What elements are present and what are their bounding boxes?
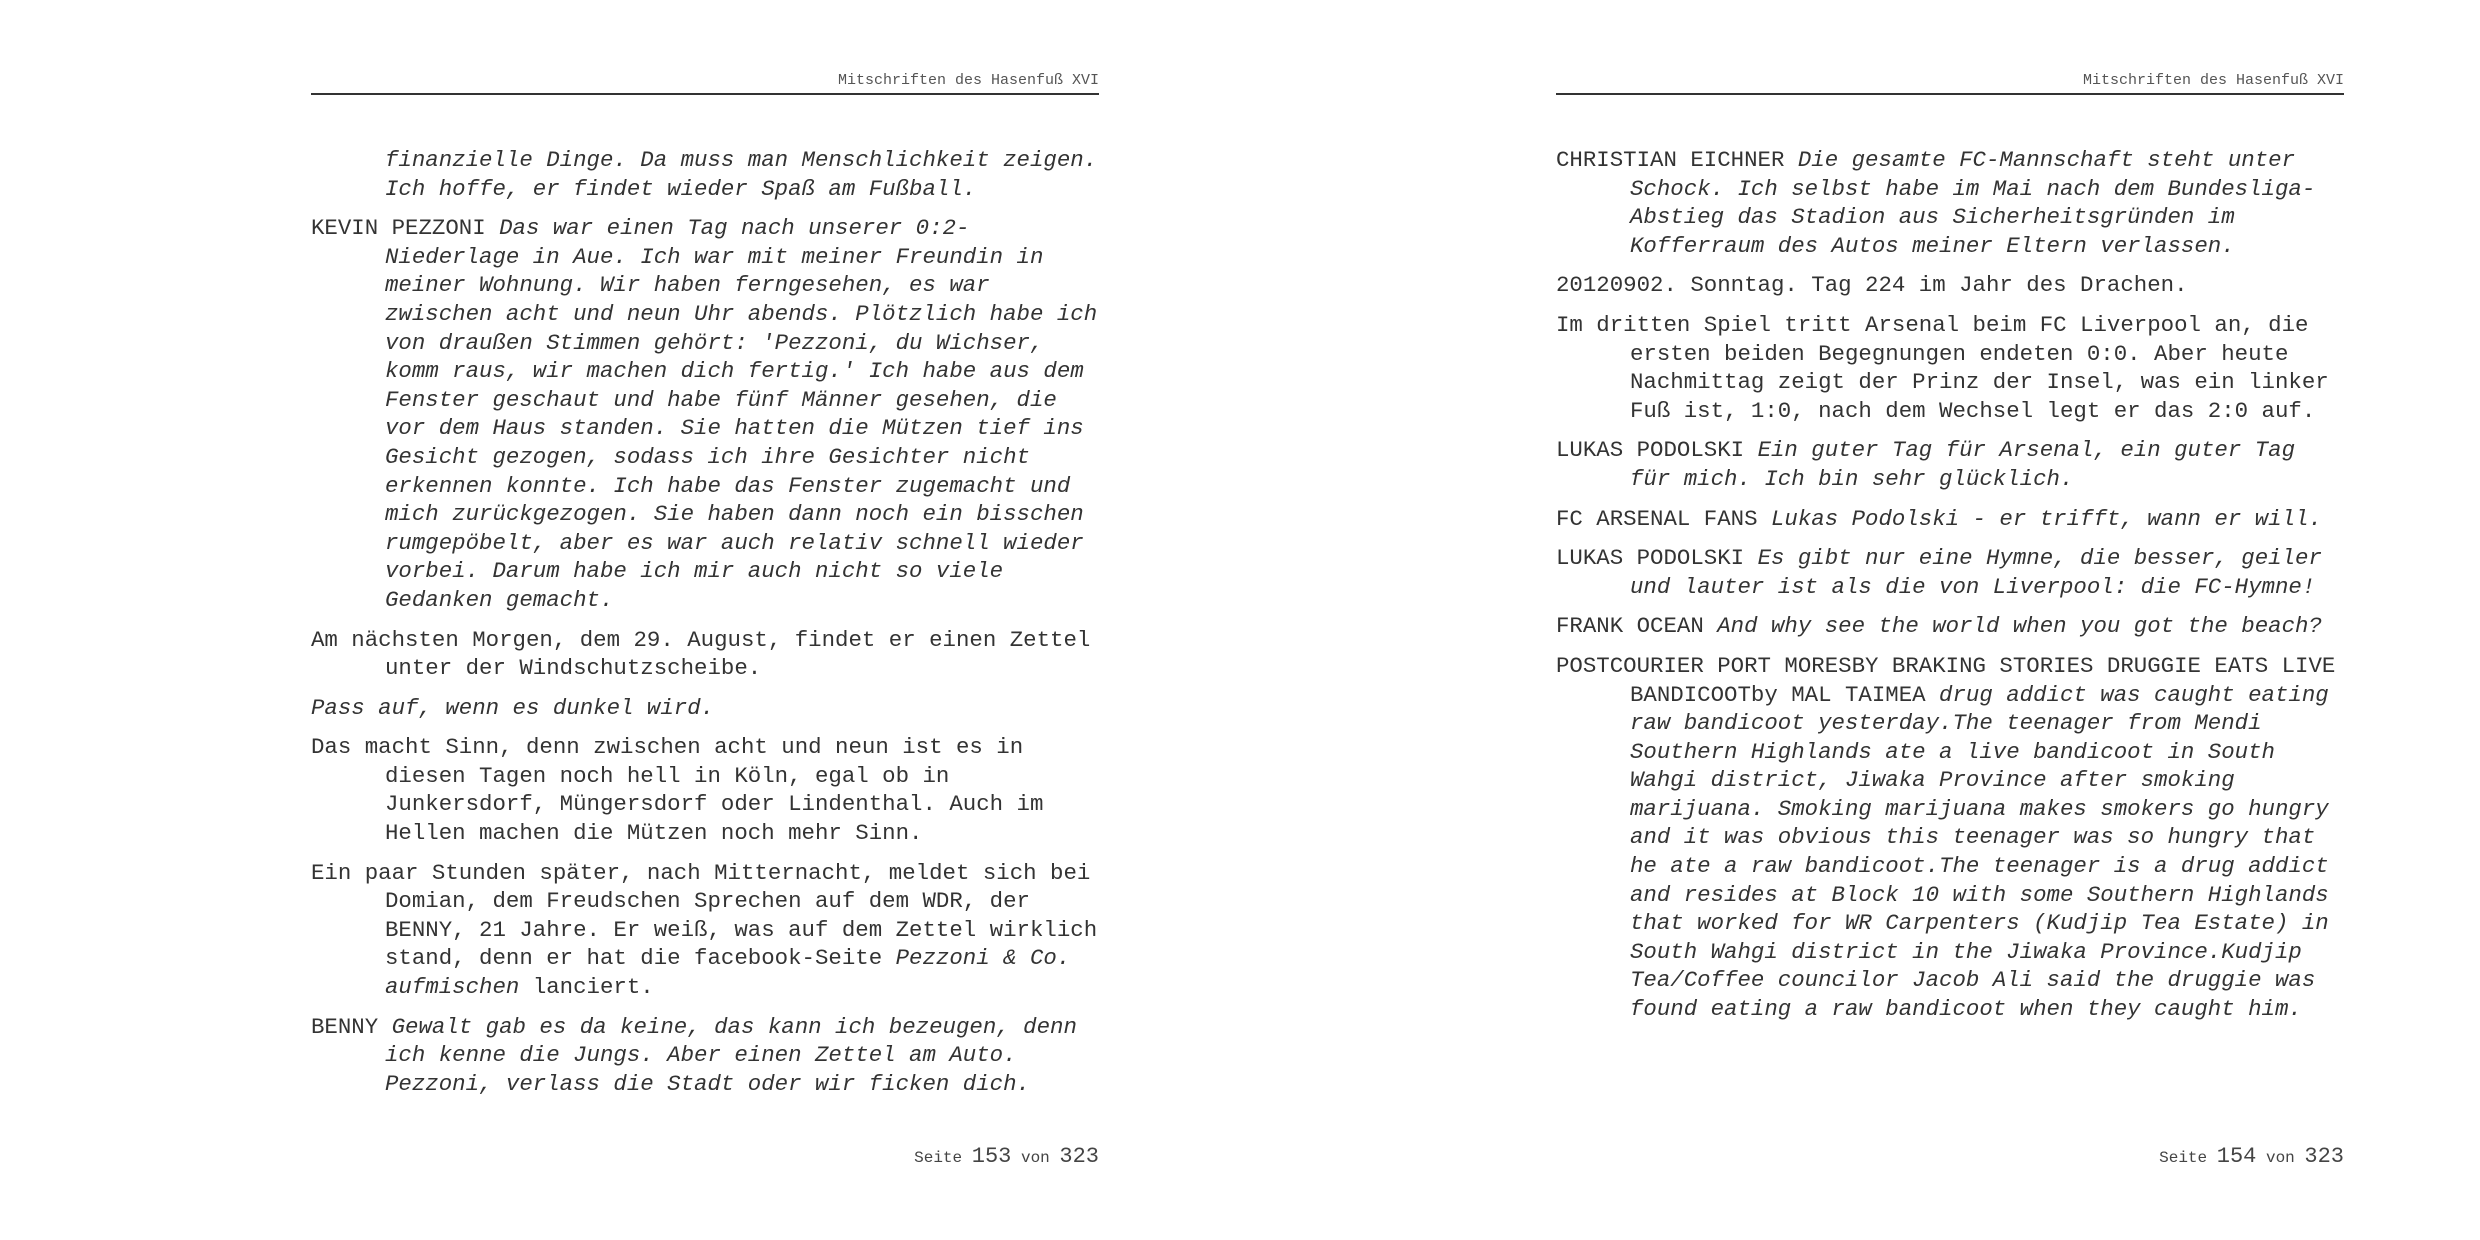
page-header: Mitschriften des Hasenfuß XVI — [311, 72, 1099, 95]
quote-paragraph: Pass auf, wenn es dunkel wird. — [311, 694, 715, 721]
speaker-name: FC ARSENAL FANS — [1556, 505, 1758, 532]
paragraph-text: lanciert. — [532, 974, 654, 1001]
page-total: 323 — [1059, 1144, 1099, 1169]
dialogue-paragraph — [1556, 612, 2344, 641]
page-footer — [311, 1144, 1099, 1169]
speaker-name: FRANK OCEAN — [1556, 613, 1704, 640]
dialogue-paragraph — [1556, 652, 2344, 1024]
page-number: 154 — [2216, 1144, 2257, 1169]
footer-of: von — [2265, 1149, 2295, 1167]
page-number: 153 — [971, 1144, 1012, 1169]
speaker-name: BENNY — [311, 1013, 379, 1040]
dialogue-paragraph — [1556, 505, 2344, 534]
paragraph — [311, 859, 1099, 1002]
paragraph: finanzielle Dinge. Da muss man Menschlichkeit zeigen. Ich hoffe, er findet wieder Spaß am Fußball. — [385, 147, 1098, 202]
dialogue-text: Das war einen Tag nach unserer 0:2-Niederlage in Aue. Ich war mit meiner Freundin in meiner Wohnung. Wir haben ferngesehen, es war zwischen acht und neun Uhr abends. Plötzlich habe ich von draußen Stimmen gehört: 'Pezzoni, du Wichser, komm raus, wir machen dich fertig.' Ich habe aus dem Fenster geschaut und habe fünf Männer gesehen, die vor dem Haus standen. Sie hatten die Mützen tief ins Gesicht gezogen, sodass ich ihre Gesichter nicht erkennen konnte. Ich habe das Fenster zugemacht und mich zurückgezogen. Sie haben dann noch ein bisschen rumgepöbelt, aber es war auch relativ schnell wieder vorbei. Darum habe ich mir auch nicht so viele Gedanken gemacht. — [385, 215, 1098, 613]
dialogue-paragraph — [1556, 146, 2344, 260]
date-line: 20120902. Sonntag. Tag 224 im Jahr des Drachen. — [1556, 272, 2188, 299]
page-body — [311, 146, 1099, 1109]
speaker-name: POSTCOURIER PORT MORESBY BRAKING STORIES DRUGGIE EATS LIVE BANDICOOTby MAL TAIMEA — [1556, 652, 2336, 708]
right-page — [1556, 0, 2344, 1240]
dialogue-text: Die gesamte FC-Mannschaft steht unter Schock. Ich selbst habe im Mai nach dem Bundesliga-Abstieg das Stadion aus Sicherheitsgründen im Kofferraum des Autos meiner Eltern verlassen. — [1630, 147, 2316, 259]
speaker-name: CHRISTIAN EICHNER — [1556, 147, 1785, 173]
page-footer — [1556, 1144, 2344, 1169]
page-total: 323 — [2304, 1144, 2344, 1169]
page-header: Mitschriften des Hasenfuß XVI — [1556, 72, 2344, 95]
dialogue-text: Es gibt nur eine Hymne, die besser, geiler und lauter ist als die von Liverpool: die FC-Hymne! — [1630, 545, 2322, 600]
paragraph: Im dritten Spiel tritt Arsenal beim FC Liverpool an, die ersten beiden Begegnungen endeten 0:0. Aber heute Nachmittag zeigt der Prinz der Insel, was ein linker Fuß ist, 1:0, nach dem Wechsel legt er das 2:0 auf. — [1556, 311, 2329, 424]
dialogue-paragraph — [311, 214, 1099, 614]
footer-label: Seite — [914, 1149, 963, 1167]
dialogue-text: Gewalt gab es da keine, das kann ich bezeugen, denn ich kenne die Jungs. Aber einen Zettel am Auto. Pezzoni, verlass die Stadt oder wir ficken dich. — [385, 1013, 1077, 1097]
dialogue-paragraph — [1556, 436, 2344, 493]
facebook-page-name: Pezzoni & Co. aufmischen — [385, 945, 1071, 1001]
dialogue-text: Lukas Podolski - er trifft, wann er will. — [1771, 505, 2322, 532]
paragraph: Das macht Sinn, denn zwischen acht und neun ist es in diesen Tagen noch hell in Köln, egal ob in Junkersdorf, Müngersdorf oder Lindenthal. Auch im Hellen machen die Mützen noch mehr Sinn. — [311, 734, 1044, 847]
left-page — [311, 0, 1099, 1240]
speaker-name: LUKAS PODOLSKI — [1556, 545, 1745, 572]
dialogue-paragraph — [1556, 544, 2344, 601]
speaker-name: KEVIN PEZZONI — [311, 215, 486, 242]
footer-label: Seite — [2159, 1149, 2208, 1167]
footer-of: von — [1020, 1149, 1050, 1167]
paragraph: Am nächsten Morgen, dem 29. August, findet er einen Zettel unter der Windschutzscheibe. — [311, 626, 1091, 682]
dialogue-text: drug addict was caught eating raw bandicoot yesterday.The teenager from Mendi Southern Highlands ate a live bandicoot in South Wahgi district, Jiwaka Province after smoking marijuana. Smoking marijuana makes smokers go hungry and it was obvious this teenager was so hungry that he ate a raw bandicoot.The teenager is a drug addict and resides at Block 10 with some Southern Highlands that worked for WR Carpenters (Kudjip Tea Estate) in South Wahgi district in the Jiwaka Province.Kudjip Tea/Coffee councilor Jacob Ali said the druggie was found eating a raw bandicoot when they caught him. — [1630, 681, 2329, 1023]
speaker-name: LUKAS PODOLSKI — [1556, 437, 1745, 464]
dialogue-text: Ein guter Tag für Arsenal, ein guter Tag für mich. Ich bin sehr glücklich. — [1630, 437, 2296, 492]
page-body — [1556, 146, 2344, 1035]
dialogue-paragraph — [311, 1013, 1099, 1099]
dialogue-text: And why see the world when you got the beach? — [1717, 613, 2322, 640]
paragraph-text: Ein paar Stunden später, nach Mitternacht, meldet sich bei Domian, dem Freudschen Sprechen auf dem WDR, der BENNY, 21 Jahre. Er weiß, was auf dem Zettel wirklich stand, denn er hat die facebook-Seite — [311, 859, 1098, 972]
